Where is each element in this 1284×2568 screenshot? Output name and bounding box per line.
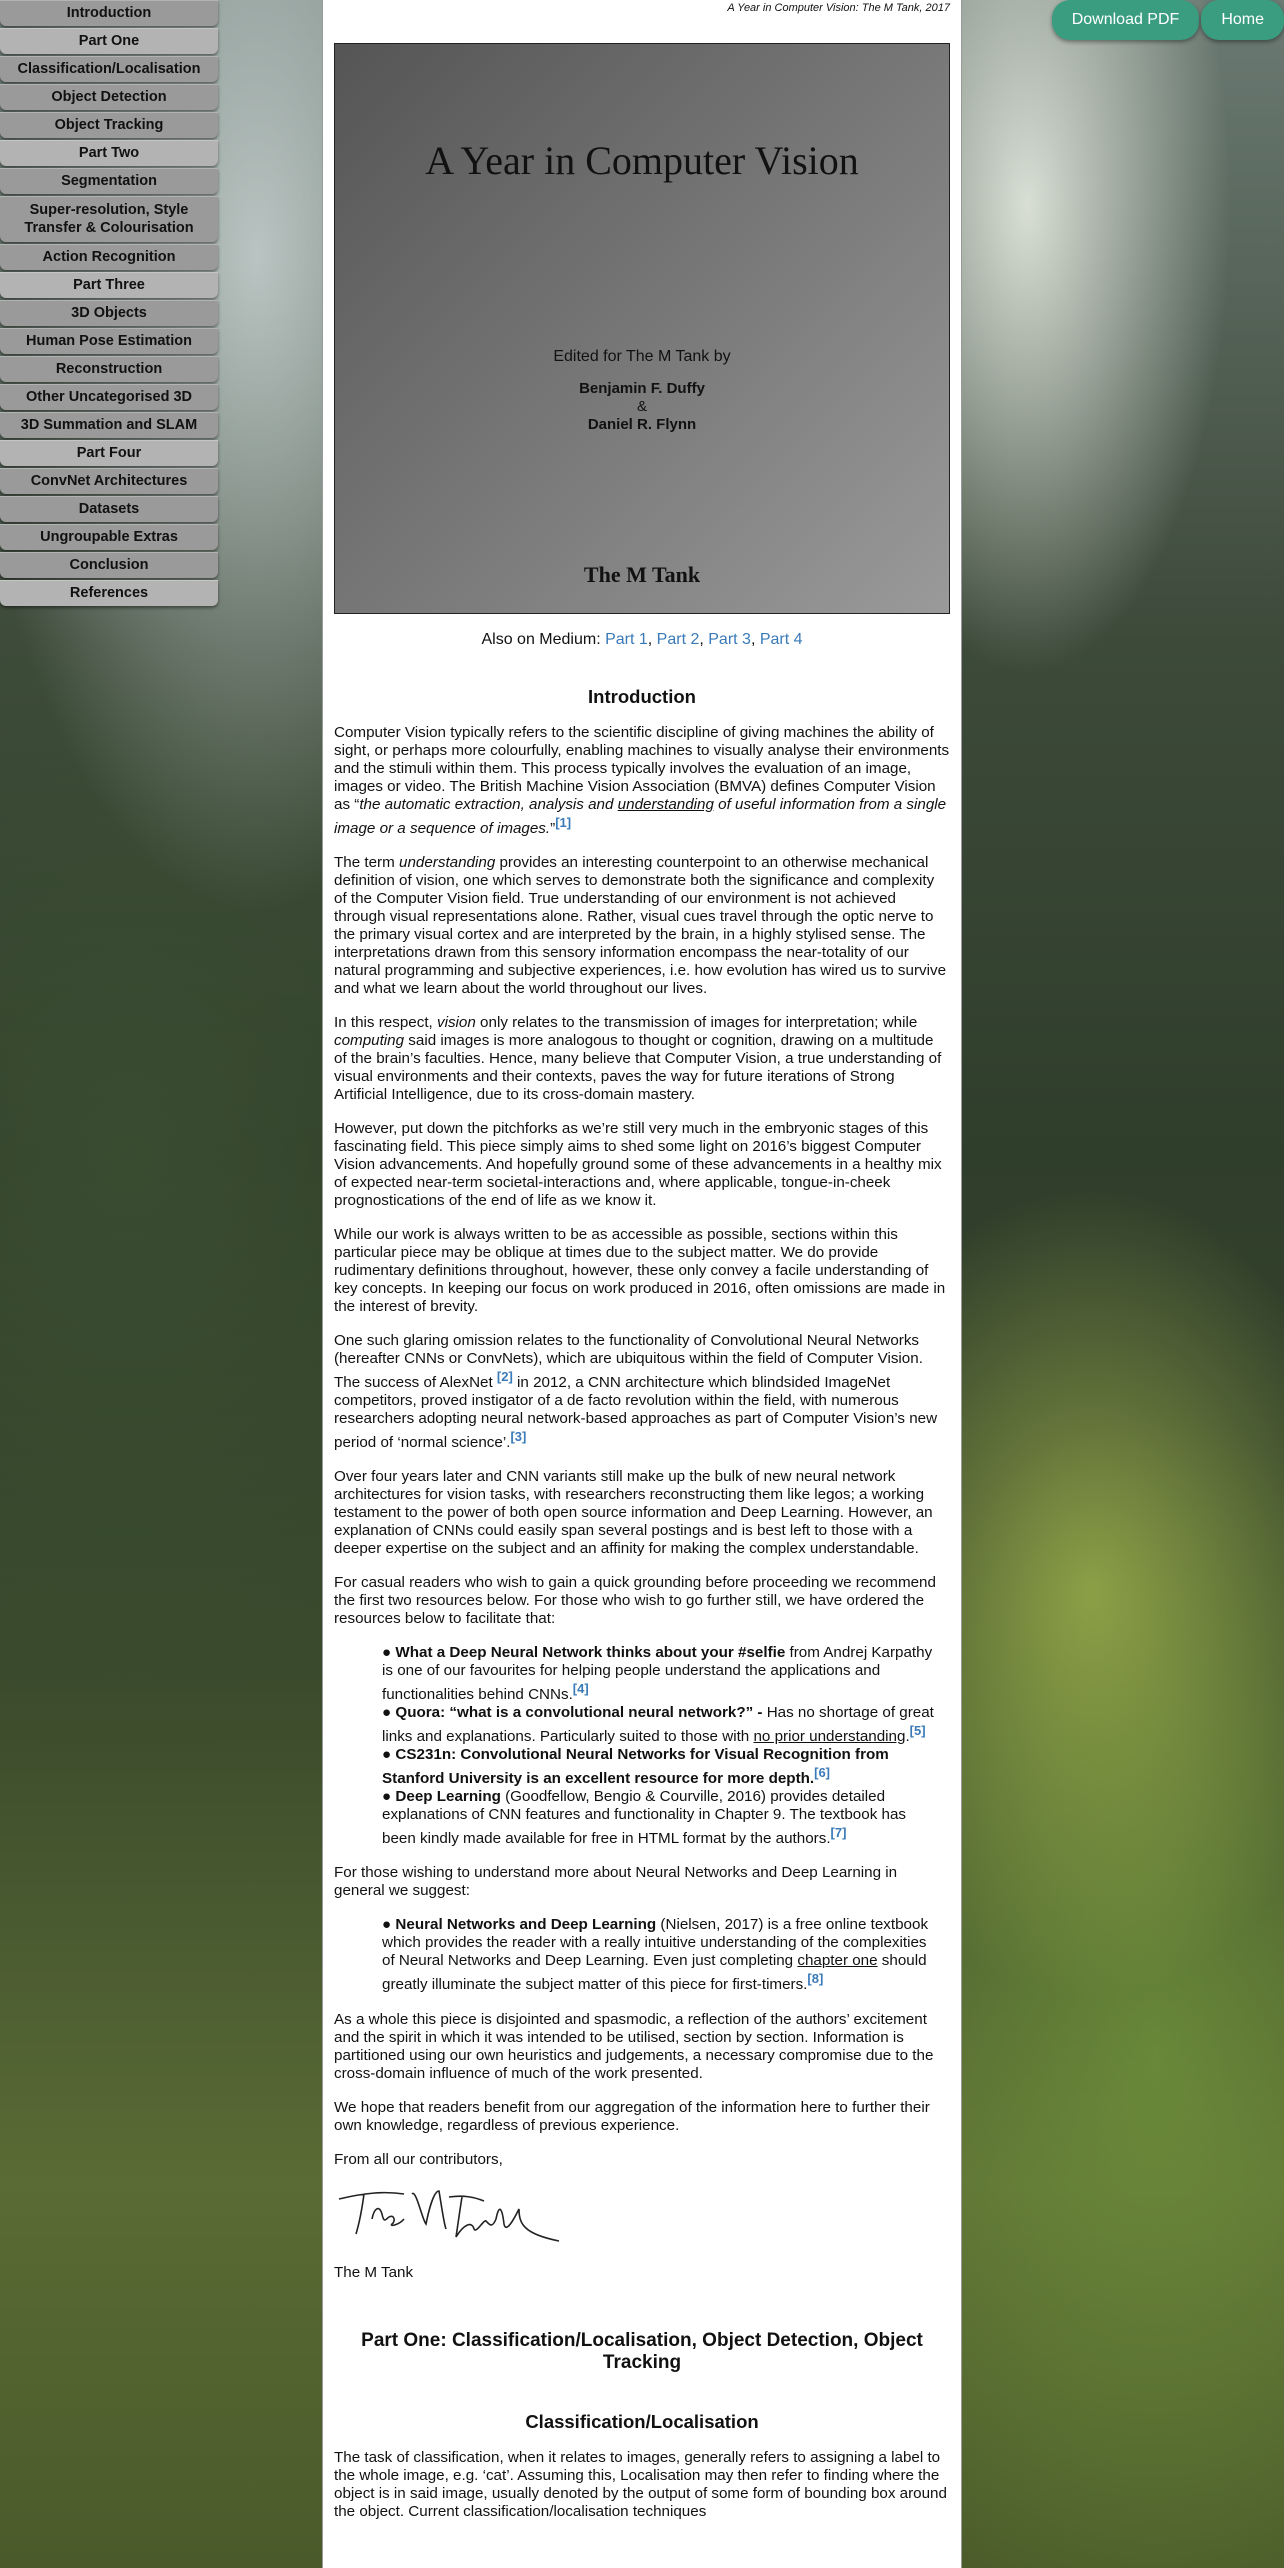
text: of useful information from a single image or a sequence of images. (334, 796, 947, 838)
intro-paragraph-1 (334, 724, 950, 838)
sidebar-item-classification-localisation[interactable]: Classification/Localisation (0, 56, 218, 82)
list-item (382, 1644, 942, 1704)
list-item (382, 1916, 942, 1994)
reference-4-link[interactable]: [4] (572, 1681, 589, 1697)
bullet: ● (382, 1704, 396, 1722)
author-1: Benjamin F. Duffy (579, 380, 705, 397)
text: Computer Vision typically refers to the scientific discipline of giving machines the ability of sight, or perhaps more colourfully, enabling machines to visually analyse their environments and the stimuli within them. This process typically involves the evaluation of an image, images or video. The British Machine Vision Association (BMVA) defines Computer Vision as “ (334, 724, 950, 813)
top-buttons (1052, 0, 1284, 40)
text: understanding (617, 796, 714, 813)
sidebar-item-datasets[interactable]: Datasets (0, 496, 218, 522)
intro-paragraph-12: From all our contributors, (334, 2150, 503, 2168)
sidebar-item-part-one[interactable]: Part One (0, 28, 218, 54)
resource-title[interactable]: Neural Networks and Deep Learning (395, 1916, 657, 1934)
bullet: ● (382, 1788, 396, 1806)
sidebar-item-references[interactable]: References (0, 580, 218, 606)
sidebar-item-convnet-architectures[interactable]: ConvNet Architectures (0, 468, 218, 494)
text: no prior understanding (753, 1728, 906, 1746)
text: computing (334, 1032, 405, 1050)
author-2: Daniel R. Flynn (587, 416, 697, 433)
list-item (382, 1704, 942, 1746)
reference-5-link[interactable]: [5] (909, 1723, 926, 1739)
text: only relates to the transmission of images for interpretation; while (475, 1014, 918, 1032)
intro-paragraph-5: While our work is always written to be as accessible as possible, sections within this particular piece may be oblique at times due to the subject matter. We do provide rudimentary definitions throughout, however, these only convey a facile understanding of key concepts. In keeping our focus on work produced in 2016, often omissions are made in the interest of brevity. (334, 1226, 946, 1316)
text: (Goodfellow, Bengio & Courville, 2016) provides detailed explanations of CNN features and functionality in Chapter 9. The textbook has been kindly made available for free in HTML format by the authors. (382, 1788, 906, 1848)
sidebar-item-super-resolution[interactable]: Super-resolution, Style Transfer & Colourisation (0, 196, 218, 242)
sidebar-item-segmentation[interactable]: Segmentation (0, 168, 218, 194)
sidebar-item-part-three[interactable]: Part Three (0, 272, 218, 298)
cover-edited-by: Edited for The M Tank by (553, 348, 731, 365)
signature-image (334, 2179, 564, 2259)
reference-8-link[interactable]: [8] (807, 1971, 824, 1987)
list-item (382, 1788, 942, 1848)
sidebar-item-3d-objects[interactable]: 3D Objects (0, 300, 218, 326)
intro-paragraph-10: As a whole this piece is disjointed and spasmodic, a reflection of the authors’ excitement and the spirit in which it was intended to be utilised, section by section. Information is partitioned using our own heuristics and judgements, a necessary compromise due to the cross-domain influence of much of the work presented. (334, 2010, 934, 2082)
text: . (905, 1728, 910, 1746)
intro-paragraph-8: For casual readers who wish to gain a quick grounding before proceeding we recommend the first two resources below. For those who wish to go further still, we have ordered the resources below to facilitate that: (334, 1574, 936, 1628)
text: ” (550, 820, 556, 838)
intro-paragraph-6 (334, 1332, 950, 1452)
part-one-heading: Part One: Classification/Localisation, Object Detection, Object Tracking (361, 2329, 923, 2373)
text: One such glaring omission relates to the functionality of Convolutional Neural Networks (hereafter CNNs or ConvNets), which are ubiquitous within the field of Computer Vision. The success of AlexNet (334, 1332, 923, 1392)
resource-title[interactable]: CS231n: Convolutional Neural Networks for Visual Recognition from Stanford University is an excellent resource for more depth. (382, 1746, 889, 1788)
download-pdf-button[interactable]: Download PDF (1052, 0, 1200, 40)
resource-title[interactable]: Quora: “what is a convolutional neural network?” - (395, 1704, 767, 1722)
text: should greatly illuminate the subject matter of this piece for first-timers. (382, 1952, 927, 1994)
cover-page (334, 43, 950, 614)
reference-6-link[interactable]: [6] (814, 1765, 831, 1781)
classification-localisation-heading: Classification/Localisation (525, 2410, 759, 2432)
running-header: A Year in Computer Vision: The M Tank, 2017 (727, 2, 950, 14)
sidebar-item-object-detection[interactable]: Object Detection (0, 84, 218, 110)
sidebar-item-part-two[interactable]: Part Two (0, 140, 218, 166)
sidebar-item-action-recognition[interactable]: Action Recognition (0, 244, 218, 270)
separator: , (647, 631, 657, 648)
sidebar-item-introduction[interactable]: Introduction (0, 0, 218, 26)
text: chapter one (797, 1952, 878, 1970)
home-button[interactable]: Home (1201, 0, 1284, 40)
text: the automatic extraction, analysis and (359, 796, 618, 813)
separator: , (750, 631, 760, 648)
reference-1-link[interactable]: [1] (555, 815, 572, 830)
separator: , (699, 631, 709, 648)
reference-2-link[interactable]: [2] (496, 1369, 513, 1385)
intro-paragraph-11: We hope that readers benefit from our aggregation of the information here to further their own knowledge, regardless of previous experience. (334, 2098, 930, 2134)
bullet: ● (382, 1746, 396, 1764)
reference-3-link[interactable]: [3] (510, 1429, 527, 1445)
author-ampersand: & (636, 398, 647, 415)
text: The term (334, 854, 399, 872)
sidebar-item-human-pose-estimation[interactable]: Human Pose Estimation (0, 328, 218, 354)
sidebar-item-part-four[interactable]: Part Four (0, 440, 218, 466)
intro-paragraph-2 (334, 854, 950, 998)
cover-title: A Year in Computer Vision (425, 138, 859, 183)
text: (Nielsen, 2017) is a free online textbook which provides the reader with a really intuitive understanding of the complexities of Neural Networks and Deep Learning. Even just completing (382, 1916, 929, 1970)
introduction-heading: Introduction (588, 686, 696, 707)
text: provides an interesting counterpoint to an otherwise mechanical definition of vision, one which serves to demonstrate both the significance and complexity of the Computer Vision field. True understanding of our environment is not achieved through visual representations alone. Rather, visual cues travel through the optic nerve to the primary visual cortex and are interpreted by the brain, in a highly stylised sense. The interpretations drawn from this sensory information encompass the near-totality of our natural programming and subjective experiences, i.e. how evolution has wired us to survive and what we learn about the world throughout our lives. (334, 854, 947, 998)
resource-title[interactable]: Deep Learning (395, 1788, 501, 1806)
text: in 2012, a CNN architecture which blindsided ImageNet competitors, proved instigator of a de facto revolution within the field, with numerous researchers adopting neural network-based approaches as part of Computer Vision’s new period of ‘normal science’. (334, 1374, 938, 1452)
intro-paragraph-7: Over four years later and CNN variants still make up the bulk of new neural network architectures for vision tasks, with researchers reconstructing them like legos; a working testament to the power of both open source information and Deep Learning. However, an explanation of CNNs could easily span several postings and is best left to those with a deeper expertise on the subject and an affinity for making the complex understandable. (334, 1468, 933, 1558)
reference-7-link[interactable]: [7] (830, 1825, 847, 1841)
resource-title[interactable]: What a Deep Neural Network thinks about your #selfie (395, 1644, 786, 1662)
medium-part-4-link[interactable]: Part 4 (759, 631, 803, 648)
cover-authors (335, 380, 949, 434)
medium-part-1-link[interactable]: Part 1 (605, 631, 648, 648)
document-page (322, 0, 962, 2568)
text: from Andrej Karpathy is one of our favourites for helping people understand the applications and functionalities behind CNNs. (382, 1644, 933, 1704)
part-one-paragraph-1: The task of classification, when it relates to images, generally refers to assigning a label to the whole image, e.g. ‘cat’. Assuming this, Localisation may then refer to finding where the object is in said image, usually denoted by the output of some form of bounding box around the object. Current classification/localisation techniques (334, 2448, 947, 2520)
text: vision (436, 1014, 476, 1032)
medium-links (334, 631, 950, 649)
bullet: ● (382, 1916, 396, 1934)
sidebar-item-other-uncategorised-3d[interactable]: Other Uncategorised 3D (0, 384, 218, 410)
sidebar-nav (0, 0, 218, 608)
bullet: ● (382, 1644, 396, 1662)
intro-paragraph-9: For those wishing to understand more about Neural Networks and Deep Learning in general we suggest: (334, 1864, 898, 1900)
resource-list-2 (382, 1916, 950, 1994)
medium-part-2-link[interactable]: Part 2 (656, 631, 700, 648)
cover-organisation: The M Tank (583, 562, 701, 587)
sidebar-item-3d-summation-slam[interactable]: 3D Summation and SLAM (0, 412, 218, 438)
quote (334, 796, 946, 837)
sidebar-item-reconstruction[interactable]: Reconstruction (0, 356, 218, 382)
sidebar-item-object-tracking[interactable]: Object Tracking (0, 112, 218, 138)
text: Has no shortage of great links and explanations. Particularly suited to those with (382, 1704, 934, 1746)
intro-paragraph-4: However, put down the pitchforks as we’re still very much in the embryonic stages of this fascinating field. This piece simply aims to shed some light on 2016’s biggest Computer Vision advancements. And hopefully ground some of these advancements in a healthy mix of expected near-term societal-interactions and, where applicable, tongue-in-cheek prognostications of the end of life as we know it. (334, 1120, 942, 1210)
sidebar-item-conclusion[interactable]: Conclusion (0, 552, 218, 578)
text: understanding (399, 854, 496, 872)
list-item (382, 1746, 942, 1788)
sidebar-item-ungroupable-extras[interactable]: Ungroupable Extras (0, 524, 218, 550)
signature-name: The M Tank (334, 2263, 414, 2281)
intro-paragraph-3 (334, 1014, 950, 1104)
medium-part-3-link[interactable]: Part 3 (708, 631, 751, 648)
medium-prefix: Also on Medium: (481, 631, 606, 648)
resource-list (382, 1644, 950, 1848)
text: said images is more analogous to thought or cognition, drawing on a multitude of the brain’s faculties. Hence, many believe that Computer Vision, a true understanding of visual environments and their contexts, paves the way for future iterations of Strong Artificial Intelligence, due to its cross-domain mastery. (334, 1032, 942, 1104)
text: In this respect, (334, 1014, 437, 1032)
